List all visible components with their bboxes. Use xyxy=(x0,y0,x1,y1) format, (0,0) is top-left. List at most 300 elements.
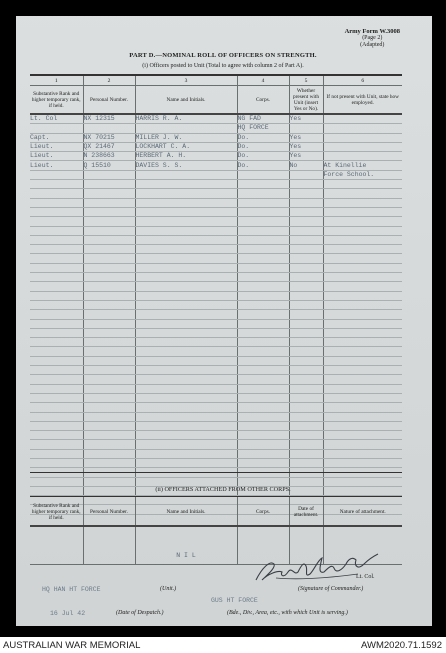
officer-rank-cell xyxy=(30,393,83,402)
blank-row xyxy=(30,273,402,282)
officer-number-cell xyxy=(83,375,135,384)
officer-corps-cell xyxy=(237,263,289,272)
officer-number-cell xyxy=(83,310,135,319)
officer-employed-cell xyxy=(323,421,402,430)
officer-employed-cell xyxy=(323,366,402,375)
officer-employed-cell xyxy=(323,328,402,337)
officer-name-cell xyxy=(135,207,237,216)
officer-number-cell xyxy=(83,217,135,226)
officer-number-cell xyxy=(83,421,135,430)
officer-employed-cell xyxy=(323,319,402,328)
officer-present-cell xyxy=(289,319,323,328)
officer-employed-cell xyxy=(323,458,402,467)
officer-name-cell xyxy=(135,338,237,347)
officer-number-cell xyxy=(83,189,135,198)
section1-title: (i) Officers posted to Unit (Total to agree with column 2 of Part A). xyxy=(142,63,304,69)
officer-corps-cell xyxy=(237,477,289,486)
officer-corps-cell xyxy=(237,393,289,402)
attached-header-row xyxy=(30,498,402,526)
col-number: 2 xyxy=(83,76,135,86)
officer-name-cell xyxy=(135,245,237,254)
blank-row xyxy=(30,384,402,393)
blank-row xyxy=(30,254,402,263)
officer-employed-cell xyxy=(323,477,402,486)
officer-number-cell xyxy=(83,384,135,393)
officer-present-cell xyxy=(289,421,323,430)
officer-present-cell xyxy=(289,366,323,375)
officer-present-cell xyxy=(289,235,323,244)
officer-rank-cell xyxy=(30,375,83,384)
officer-employed-cell xyxy=(323,207,402,216)
blank-row xyxy=(30,319,402,328)
officer-present-cell xyxy=(289,282,323,291)
officer-corps-cell xyxy=(237,384,289,393)
officer-rank-cell xyxy=(30,431,83,440)
officer-present-cell: Yes xyxy=(289,114,323,124)
officer-name-cell xyxy=(135,124,237,133)
officer-name-cell xyxy=(135,310,237,319)
form-adapted: (Adapted) xyxy=(360,42,385,48)
officer-name-cell xyxy=(135,375,237,384)
officer-employed-cell xyxy=(323,273,402,282)
officer-number-cell xyxy=(83,356,135,365)
officer-rank-cell xyxy=(30,189,83,198)
officer-employed-cell: Force School. xyxy=(323,170,402,179)
officer-corps-cell xyxy=(237,338,289,347)
officer-present-cell xyxy=(289,217,323,226)
officer-name-cell xyxy=(135,300,237,309)
officer-rank-cell xyxy=(30,319,83,328)
blank-row xyxy=(30,282,402,291)
signature-rank: Lt. Col. xyxy=(356,574,375,580)
officer-corps-cell xyxy=(237,319,289,328)
officer-employed-cell xyxy=(323,356,402,365)
officer-name-cell xyxy=(135,235,237,244)
officer-name-cell xyxy=(135,217,237,226)
officer-corps-cell xyxy=(237,226,289,235)
section1-bottom-rule xyxy=(30,472,402,473)
officer-rank-cell: Capt. xyxy=(30,133,83,142)
officer-rank-cell xyxy=(30,273,83,282)
header-employed: If not present with Unit, state how employed. xyxy=(323,86,402,115)
officer-name-cell xyxy=(135,170,237,179)
officer-corps-cell: Do. xyxy=(237,161,289,170)
blank-row xyxy=(30,310,402,319)
officer-rank-cell xyxy=(30,245,83,254)
officer-corps-cell: NG FAD xyxy=(237,114,289,124)
form-identifier xyxy=(345,28,400,49)
despatch-label: (Date of Despatch.) xyxy=(116,610,164,616)
officer-corps-cell xyxy=(237,282,289,291)
officer-corps-cell xyxy=(237,273,289,282)
officer-corps-cell: Do. xyxy=(237,133,289,142)
officer-rank-cell xyxy=(30,310,83,319)
officer-present-cell xyxy=(289,207,323,216)
officer-name-cell xyxy=(135,189,237,198)
officer-employed-cell xyxy=(323,180,402,189)
blank-row xyxy=(30,449,402,458)
header-present: Whether present with Unit (insert Yes or No). xyxy=(289,86,323,115)
officers-on-strength-table xyxy=(30,76,402,515)
officer-corps-cell xyxy=(237,198,289,207)
officer-present-cell xyxy=(289,245,323,254)
officer-rank-cell xyxy=(30,403,83,412)
officer-name-cell xyxy=(135,458,237,467)
officer-employed-cell xyxy=(323,124,402,133)
officer-present-cell xyxy=(289,198,323,207)
blank-row xyxy=(30,300,402,309)
officer-corps-cell: Do. xyxy=(237,142,289,151)
officer-present-cell xyxy=(289,291,323,300)
cell xyxy=(83,526,135,564)
officer-number-cell xyxy=(83,254,135,263)
officer-name-cell xyxy=(135,403,237,412)
header-attachment-date: Date of attachment. xyxy=(289,498,323,526)
officer-rank-cell xyxy=(30,356,83,365)
officer-employed-cell xyxy=(323,338,402,347)
officer-number-cell xyxy=(83,403,135,412)
officer-employed-cell xyxy=(323,133,402,142)
officer-number-cell xyxy=(83,366,135,375)
form-id: Army Form W.3008 xyxy=(344,28,400,35)
officer-name-cell xyxy=(135,180,237,189)
officer-rank-cell xyxy=(30,300,83,309)
officer-present-cell: Yes xyxy=(289,133,323,142)
officer-present-cell xyxy=(289,449,323,458)
officer-number-cell xyxy=(83,458,135,467)
officer-number-cell xyxy=(83,273,135,282)
header-attachment-nature: Nature of attachment. xyxy=(323,498,402,526)
officer-corps-cell xyxy=(237,421,289,430)
officer-rank-cell xyxy=(30,226,83,235)
officer-number-cell xyxy=(83,291,135,300)
officer-rank-cell xyxy=(30,235,83,244)
blank-row xyxy=(30,356,402,365)
officer-corps-cell xyxy=(237,449,289,458)
officer-number-cell xyxy=(83,431,135,440)
officer-number-cell xyxy=(83,282,135,291)
officer-employed-cell xyxy=(323,245,402,254)
officer-name-cell xyxy=(135,421,237,430)
officer-present-cell xyxy=(289,124,323,133)
officer-present-cell xyxy=(289,477,323,486)
officer-present-cell xyxy=(289,338,323,347)
officer-present-cell xyxy=(289,375,323,384)
officer-present-cell xyxy=(289,403,323,412)
officer-present-cell xyxy=(289,254,323,263)
officer-present-cell xyxy=(289,180,323,189)
area-value: GUS HT FORCE xyxy=(211,597,258,604)
nil-entry: N I L xyxy=(135,526,237,564)
officer-employed-cell xyxy=(323,300,402,309)
officer-rank-cell xyxy=(30,338,83,347)
officer-rank-cell: Lieut. xyxy=(30,142,83,151)
archive-caption-bar xyxy=(0,637,446,653)
officer-present-cell xyxy=(289,226,323,235)
archive-name: AUSTRALIAN WAR MEMORIAL xyxy=(3,640,141,651)
officer-name-cell xyxy=(135,384,237,393)
officer-row xyxy=(30,152,402,161)
header-rank: Substantive Rank and higher temporary rank, if held. xyxy=(30,498,83,526)
blank-row xyxy=(30,366,402,375)
officer-row xyxy=(30,142,402,151)
officer-rank-cell xyxy=(30,263,83,272)
officer-employed-cell xyxy=(323,217,402,226)
officer-employed-cell xyxy=(323,384,402,393)
officer-corps-cell xyxy=(237,328,289,337)
officer-employed-cell xyxy=(323,403,402,412)
officer-number-cell: QX 21467 xyxy=(83,142,135,151)
officer-corps-cell xyxy=(237,291,289,300)
officer-number-cell xyxy=(83,226,135,235)
archive-reference: AWM2020.71.1592 xyxy=(361,640,442,651)
blank-row xyxy=(30,375,402,384)
officer-employed-cell xyxy=(323,254,402,263)
part-title: PART D.—NOMINAL ROLL OF OFFICERS ON STRENGTH. xyxy=(129,52,317,59)
unit-value: HQ HAN HT FORCE xyxy=(42,586,101,593)
officer-number-cell xyxy=(83,263,135,272)
officer-rank-cell xyxy=(30,366,83,375)
officer-number-cell: Q 15510 xyxy=(83,161,135,170)
blank-row xyxy=(30,245,402,254)
officer-rank-cell xyxy=(30,170,83,179)
officer-name-cell: MILLER J. W. xyxy=(135,133,237,142)
officer-present-cell xyxy=(289,393,323,402)
officer-present-cell xyxy=(289,412,323,421)
officer-row xyxy=(30,124,402,133)
officer-name-cell xyxy=(135,393,237,402)
blank-row xyxy=(30,198,402,207)
blank-row xyxy=(30,263,402,272)
officer-present-cell xyxy=(289,300,323,309)
officer-corps-cell xyxy=(237,207,289,216)
officer-rank-cell xyxy=(30,254,83,263)
officer-corps-cell xyxy=(237,245,289,254)
officer-name-cell xyxy=(135,291,237,300)
header-rank: Substantive Rank and higher temporary rank, if held. xyxy=(30,86,83,115)
blank-row xyxy=(30,393,402,402)
col-number: 5 xyxy=(289,76,323,86)
officer-row xyxy=(30,170,402,179)
header-number: Personal Number. xyxy=(83,498,135,526)
section2-title: (ii) OFFICERS ATTACHED FROM OTHER CORPS. xyxy=(155,486,291,493)
officer-present-cell xyxy=(289,431,323,440)
officer-present-cell xyxy=(289,347,323,356)
officer-employed-cell xyxy=(323,310,402,319)
officer-present-cell xyxy=(289,328,323,337)
officer-corps-cell xyxy=(237,310,289,319)
officer-employed-cell xyxy=(323,226,402,235)
officer-corps-cell xyxy=(237,366,289,375)
blank-row xyxy=(30,217,402,226)
officer-number-cell xyxy=(83,440,135,449)
blank-row xyxy=(30,189,402,198)
officer-employed-cell xyxy=(323,440,402,449)
officer-number-cell xyxy=(83,170,135,179)
officer-number-cell xyxy=(83,180,135,189)
cell xyxy=(30,526,83,564)
officer-number-cell xyxy=(83,412,135,421)
officer-employed-cell xyxy=(323,152,402,161)
officer-corps-cell xyxy=(237,217,289,226)
officer-name-cell xyxy=(135,273,237,282)
officer-employed-cell xyxy=(323,189,402,198)
blank-row xyxy=(30,477,402,486)
officer-present-cell: Yes xyxy=(289,152,323,161)
blank-row xyxy=(30,458,402,467)
header-name: Name and Initials. xyxy=(135,86,237,115)
officer-name-cell xyxy=(135,328,237,337)
blank-row xyxy=(30,328,402,337)
officer-employed-cell: At Kinellie xyxy=(323,161,402,170)
officer-rank-cell xyxy=(30,282,83,291)
header-corps: Corps. xyxy=(237,86,289,115)
officer-name-cell xyxy=(135,366,237,375)
officer-employed-cell xyxy=(323,393,402,402)
officer-number-cell xyxy=(83,198,135,207)
unit-label: (Unit.) xyxy=(160,586,177,592)
officer-employed-cell xyxy=(323,198,402,207)
officer-name-cell xyxy=(135,254,237,263)
officer-employed-cell xyxy=(323,291,402,300)
officer-employed-cell xyxy=(323,347,402,356)
col-number: 1 xyxy=(30,76,83,86)
officer-present-cell xyxy=(289,310,323,319)
officer-name-cell xyxy=(135,440,237,449)
blank-row xyxy=(30,421,402,430)
officer-number-cell: NX 12315 xyxy=(83,114,135,124)
officer-present-cell xyxy=(289,273,323,282)
blank-row xyxy=(30,403,402,412)
officer-number-cell: NX 70215 xyxy=(83,133,135,142)
officer-present-cell: Yes xyxy=(289,142,323,151)
officer-rank-cell xyxy=(30,421,83,430)
officer-corps-cell xyxy=(237,170,289,179)
blank-row xyxy=(30,338,402,347)
officer-name-cell xyxy=(135,412,237,421)
officer-rank-cell xyxy=(30,440,83,449)
officer-rank-cell: Lieut. xyxy=(30,152,83,161)
officer-name-cell xyxy=(135,347,237,356)
officer-present-cell xyxy=(289,458,323,467)
blank-row xyxy=(30,431,402,440)
officer-rank-cell xyxy=(30,449,83,458)
officer-name-cell xyxy=(135,477,237,486)
officer-rank-cell xyxy=(30,207,83,216)
officer-employed-cell xyxy=(323,431,402,440)
officer-corps-cell xyxy=(237,254,289,263)
blank-row xyxy=(30,412,402,421)
officer-employed-cell xyxy=(323,114,402,124)
officer-rank-cell xyxy=(30,291,83,300)
officer-rank-cell xyxy=(30,458,83,467)
despatch-date: 16 Jul 42 xyxy=(50,610,86,617)
officer-name-cell: HARRIS R. A. xyxy=(135,114,237,124)
officer-number-cell xyxy=(83,245,135,254)
column-number-row xyxy=(30,76,402,86)
blank-row xyxy=(30,207,402,216)
officer-row xyxy=(30,114,402,124)
bde-label: (Bde., Div., Area, etc., with which Unit is serving.) xyxy=(227,610,348,616)
officer-corps-cell xyxy=(237,356,289,365)
officer-employed-cell xyxy=(323,412,402,421)
officer-employed-cell xyxy=(323,282,402,291)
officer-present-cell xyxy=(289,170,323,179)
officer-corps-cell xyxy=(237,440,289,449)
officer-employed-cell xyxy=(323,142,402,151)
officer-number-cell xyxy=(83,124,135,133)
officer-number-cell xyxy=(83,449,135,458)
officer-rank-cell xyxy=(30,347,83,356)
col-number: 3 xyxy=(135,76,237,86)
officer-name-cell xyxy=(135,282,237,291)
signature-label: (Signature of Commander.) xyxy=(298,586,364,592)
officer-number-cell xyxy=(83,300,135,309)
officer-number-cell xyxy=(83,477,135,486)
officer-present-cell xyxy=(289,263,323,272)
officer-rank-cell: Lt. Col xyxy=(30,114,83,124)
officer-name-cell: LOCKHART C. A. xyxy=(135,142,237,151)
officer-name-cell xyxy=(135,431,237,440)
officer-number-cell: N 238663 xyxy=(83,152,135,161)
officer-present-cell xyxy=(289,356,323,365)
officer-corps-cell xyxy=(237,180,289,189)
officer-corps-cell: Do. xyxy=(237,152,289,161)
officer-name-cell xyxy=(135,198,237,207)
officer-number-cell xyxy=(83,393,135,402)
officer-number-cell xyxy=(83,328,135,337)
officer-name-cell xyxy=(135,319,237,328)
officer-row xyxy=(30,161,402,170)
officer-corps-cell xyxy=(237,412,289,421)
officer-rank-cell xyxy=(30,477,83,486)
officer-present-cell xyxy=(289,189,323,198)
officer-rank-cell xyxy=(30,217,83,226)
officer-rank-cell xyxy=(30,384,83,393)
header-number: Personal Number. xyxy=(83,86,135,115)
officer-name-cell xyxy=(135,226,237,235)
officer-employed-cell xyxy=(323,375,402,384)
officer-corps-cell xyxy=(237,458,289,467)
officer-name-cell: DAVIES S. S. xyxy=(135,161,237,170)
blank-row xyxy=(30,235,402,244)
officer-rank-cell xyxy=(30,180,83,189)
officer-number-cell xyxy=(83,207,135,216)
officer-employed-cell xyxy=(323,235,402,244)
officer-corps-cell xyxy=(237,300,289,309)
blank-row xyxy=(30,440,402,449)
officer-corps-cell xyxy=(237,403,289,412)
officer-number-cell xyxy=(83,347,135,356)
officer-rank-cell xyxy=(30,412,83,421)
officer-corps-cell xyxy=(237,189,289,198)
officer-number-cell xyxy=(83,235,135,244)
officer-name-cell: HERBERT A. H. xyxy=(135,152,237,161)
blank-row xyxy=(30,180,402,189)
blank-row xyxy=(30,347,402,356)
officer-present-cell xyxy=(289,440,323,449)
blank-row xyxy=(30,291,402,300)
commander-signature xyxy=(248,550,388,590)
officer-rank-cell xyxy=(30,198,83,207)
blank-row xyxy=(30,226,402,235)
officer-employed-cell xyxy=(323,449,402,458)
officer-corps-cell xyxy=(237,235,289,244)
officer-number-cell xyxy=(83,319,135,328)
officer-corps-cell: HQ FORCE xyxy=(237,124,289,133)
officer-name-cell xyxy=(135,263,237,272)
header-corps: Corps. xyxy=(237,498,289,526)
